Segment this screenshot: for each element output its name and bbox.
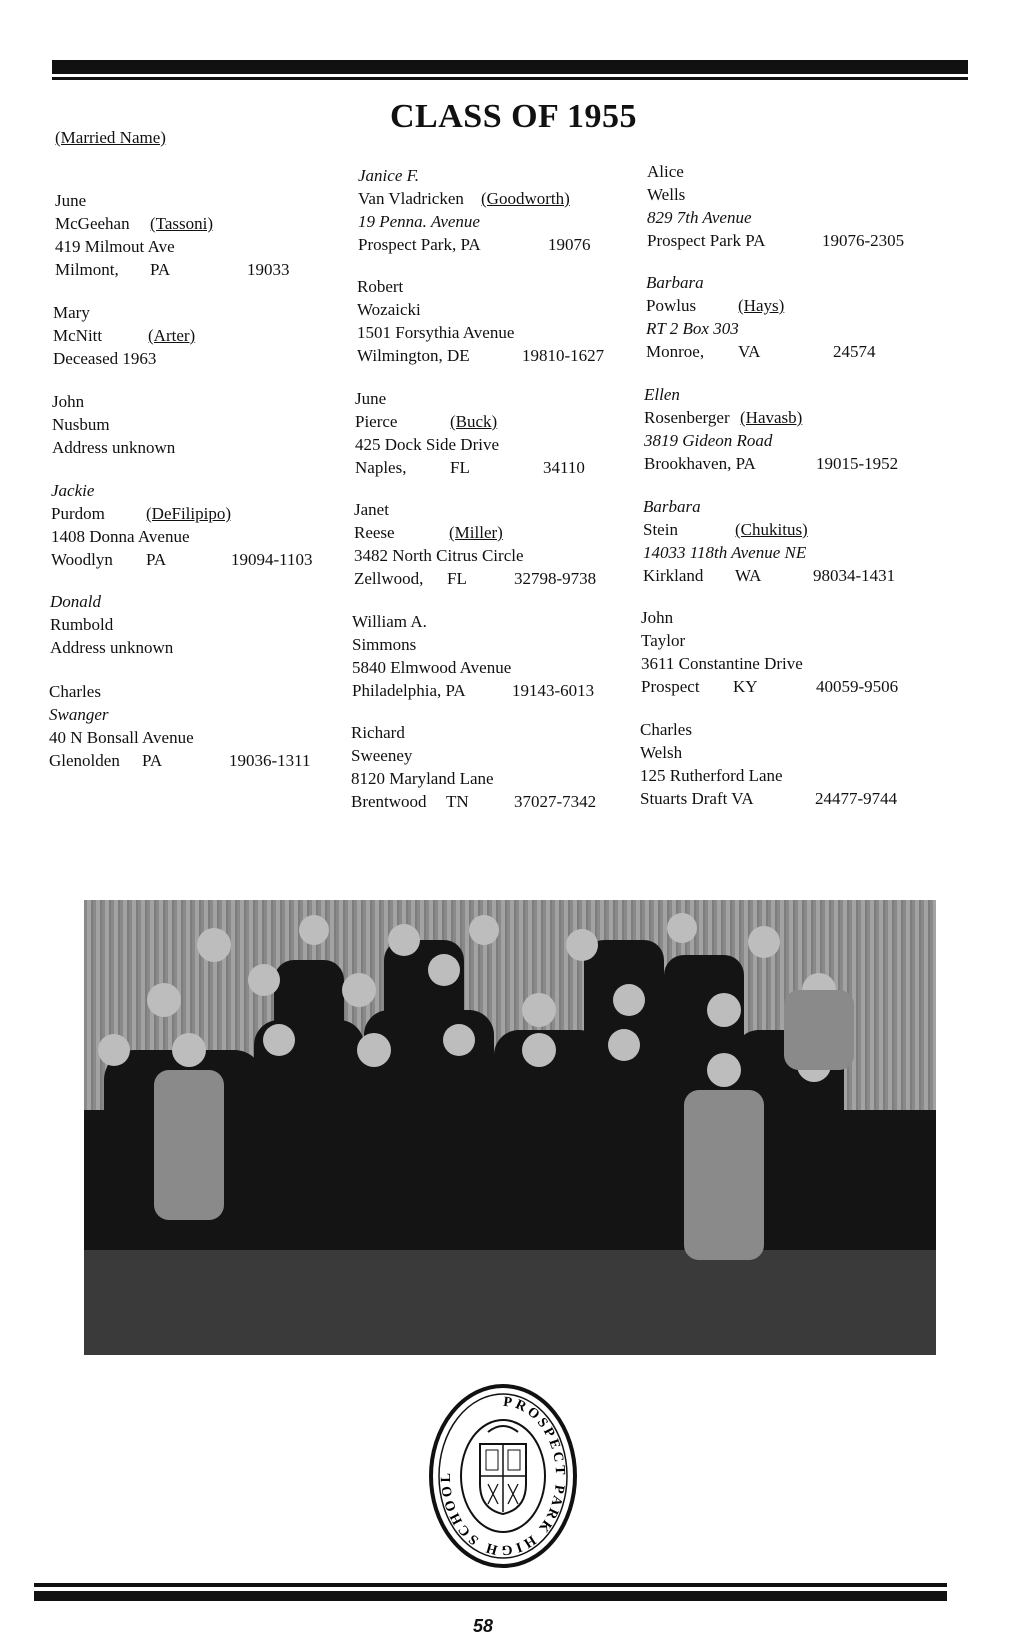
class-photograph xyxy=(84,900,936,1355)
zip-code: 24574 xyxy=(833,342,876,361)
street-address: Address unknown xyxy=(52,438,176,457)
first-name: Charles xyxy=(49,682,101,701)
last-name: Purdom xyxy=(51,504,105,523)
city: Woodlyn xyxy=(51,550,113,569)
last-name: Stein xyxy=(643,520,678,539)
alumni-entry xyxy=(51,479,313,571)
page-title: CLASS OF 1955 xyxy=(390,98,638,135)
zip-code: 19076-2305 xyxy=(822,231,905,250)
zip-code: 40059-9506 xyxy=(816,677,899,696)
alumni-entry xyxy=(640,718,898,810)
maiden-name: (DeFilipipo) xyxy=(146,504,231,523)
first-name: June xyxy=(355,389,387,408)
zip-code: 19143-6013 xyxy=(512,681,595,700)
city: Stuarts Draft VA xyxy=(640,789,754,808)
first-name: Janice F. xyxy=(358,166,420,185)
last-name: Simmons xyxy=(352,635,417,654)
maiden-name: (Arter) xyxy=(148,326,196,345)
street-address: 829 7th Avenue xyxy=(647,208,752,227)
street-address: 125 Rutherford Lane xyxy=(640,766,783,785)
city: Prospect Park, PA xyxy=(358,235,481,254)
street-address: RT 2 Box 303 xyxy=(646,319,739,338)
city: Monroe, xyxy=(646,342,705,361)
maiden-name: (Chukitus) xyxy=(735,520,808,539)
maiden-name: (Buck) xyxy=(450,412,498,431)
alumni-entry xyxy=(646,271,876,363)
first-name: Richard xyxy=(351,723,405,742)
maiden-name: (Goodworth) xyxy=(481,189,570,208)
state: FL xyxy=(447,569,467,588)
maiden-name: (Miller) xyxy=(449,523,503,542)
first-name: Alice xyxy=(647,162,684,181)
first-name: Donald xyxy=(50,592,101,611)
street-address: 3611 Constantine Drive xyxy=(641,654,803,673)
first-name: Janet xyxy=(354,500,389,519)
street-address: 19 Penna. Avenue xyxy=(358,212,480,231)
alumni-entry xyxy=(358,164,591,256)
first-name: William A. xyxy=(352,612,427,631)
married-name-legend: (Married Name) xyxy=(55,128,166,147)
state: WA xyxy=(735,566,762,585)
street-address: Address unknown xyxy=(50,638,174,657)
alumni-entry xyxy=(641,606,899,698)
first-name: Barbara xyxy=(646,273,704,292)
alumni-entry xyxy=(647,160,905,252)
last-name: Swanger xyxy=(49,705,109,724)
state: PA xyxy=(150,260,171,279)
zip-code: 19094-1103 xyxy=(231,550,313,569)
zip-code: 19076 xyxy=(548,235,591,254)
city: Prospect Park PA xyxy=(647,231,766,250)
state: FL xyxy=(450,458,470,477)
last-name: Powlus xyxy=(646,296,697,315)
first-name: Jackie xyxy=(51,481,95,500)
city: Prospect xyxy=(641,677,700,696)
first-name: John xyxy=(52,392,85,411)
street-address: 40 N Bonsall Avenue xyxy=(49,728,194,747)
zip-code: 19015-1952 xyxy=(816,454,899,473)
first-name: Robert xyxy=(357,277,404,296)
alumni-entry xyxy=(351,721,597,813)
alumni-entry xyxy=(644,383,899,475)
alumni-entry xyxy=(55,189,290,281)
last-name: Taylor xyxy=(641,631,686,650)
last-name: Pierce xyxy=(355,412,398,431)
last-name: Wells xyxy=(647,185,686,204)
zip-code: 32798-9738 xyxy=(514,569,597,588)
alumni-entry xyxy=(354,498,597,590)
city: Milmont, xyxy=(55,260,119,279)
alumni-entry xyxy=(52,390,175,459)
first-name: June xyxy=(55,191,87,210)
city: Wilmington, DE xyxy=(357,346,470,365)
zip-code: 19033 xyxy=(247,260,290,279)
last-name: Sweeney xyxy=(351,746,413,765)
first-name: Charles xyxy=(640,720,692,739)
zip-code: 34110 xyxy=(543,458,585,477)
school-seal-icon xyxy=(428,1384,578,1574)
street-address: 5840 Elmwood Avenue xyxy=(352,658,512,677)
zip-code: 98034-1431 xyxy=(813,566,896,585)
state: PA xyxy=(142,751,163,770)
street-address: 3482 North Citrus Circle xyxy=(354,546,524,565)
alumni-entry xyxy=(352,610,595,702)
city: Brentwood xyxy=(351,792,427,811)
street-address: 1408 Donna Avenue xyxy=(51,527,190,546)
state: KY xyxy=(733,677,758,696)
last-name: Wozaicki xyxy=(357,300,421,319)
first-name: John xyxy=(641,608,674,627)
first-name: Ellen xyxy=(644,385,680,404)
street-address: 425 Dock Side Drive xyxy=(355,435,500,454)
state: VA xyxy=(738,342,761,361)
street-address: 419 Milmout Ave xyxy=(55,237,175,256)
maiden-name: (Havasb) xyxy=(740,408,803,427)
last-name: Reese xyxy=(354,523,395,542)
alumni-entry xyxy=(643,495,896,587)
maiden-name: (Hays) xyxy=(738,296,785,315)
street-address: 3819 Gideon Road xyxy=(644,431,773,450)
alumni-entry xyxy=(355,387,585,479)
zip-code: 24477-9744 xyxy=(815,789,898,808)
alumni-entry xyxy=(53,301,196,370)
last-name: Rumbold xyxy=(50,615,114,634)
alumni-entry xyxy=(49,680,311,772)
first-name: Mary xyxy=(53,303,90,322)
last-name: Nusbum xyxy=(52,415,110,434)
state: TN xyxy=(446,792,469,811)
bottom-rule xyxy=(34,1583,947,1587)
alumni-entry xyxy=(357,275,605,367)
class-group-figures xyxy=(84,900,936,1355)
zip-code: 19036-1311 xyxy=(229,751,311,770)
street-address: 14033 118th Avenue NE xyxy=(643,543,807,562)
street-address: 8120 Maryland Lane xyxy=(351,769,494,788)
seal-text: PROSPECT PARK HIGH SCHOOL xyxy=(438,1394,568,1558)
last-name: Rosenberger xyxy=(644,408,730,427)
city: Naples, xyxy=(355,458,407,477)
city: Philadelphia, PA xyxy=(352,681,466,700)
last-name: McNitt xyxy=(53,326,103,345)
city: Zellwood, xyxy=(354,569,424,588)
last-name: Van Vladricken xyxy=(358,189,464,208)
maiden-name: (Tassoni) xyxy=(150,214,214,233)
alumni-entry xyxy=(50,590,173,659)
last-name: Welsh xyxy=(640,743,683,762)
city: Kirkland xyxy=(643,566,704,585)
top-rule xyxy=(52,60,968,74)
city: Glenolden xyxy=(49,751,120,770)
state: PA xyxy=(146,550,167,569)
zip-code: 19810-1627 xyxy=(522,346,605,365)
page-number: 58 xyxy=(473,1616,494,1636)
street-address: Deceased 1963 xyxy=(53,349,157,368)
city: Brookhaven, PA xyxy=(644,454,756,473)
street-address: 1501 Forsythia Avenue xyxy=(357,323,515,342)
last-name: McGeehan xyxy=(55,214,130,233)
first-name: Barbara xyxy=(643,497,701,516)
zip-code: 37027-7342 xyxy=(514,792,597,811)
